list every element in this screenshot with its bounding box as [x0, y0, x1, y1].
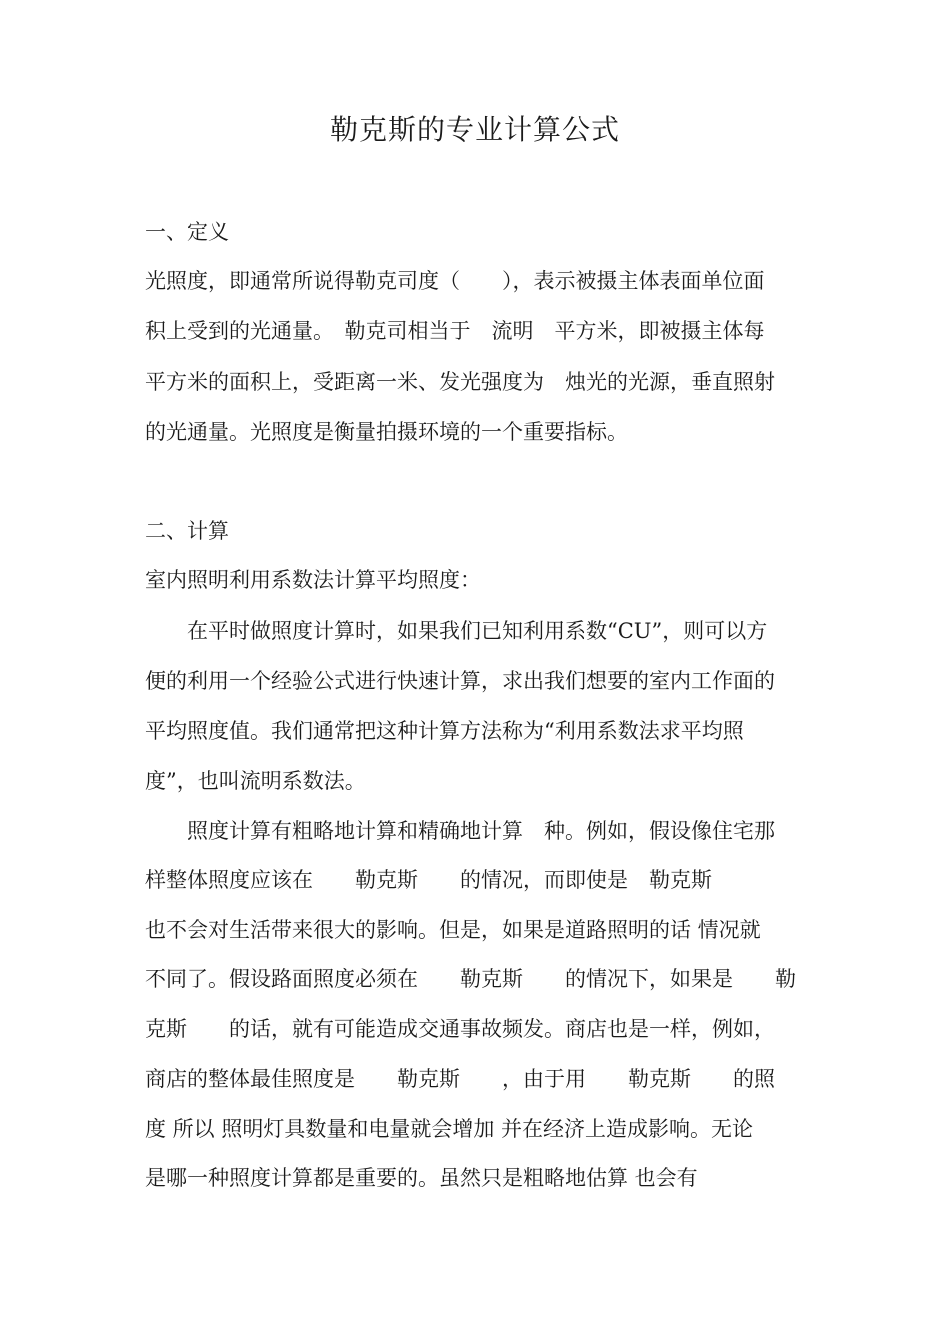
- paragraph-line: 便的利用一个经验公式进行快速计算，求出我们想要的室内工作面的: [145, 669, 775, 693]
- paragraph-line: 是哪一种照度计算都是重要的。虽然只是粗略地估算 也会有: [145, 1166, 698, 1190]
- paragraph-line: 度 所以 照明灯具数量和电量就会增加 并在经济上造成影响。无论: [145, 1117, 754, 1141]
- definition-line: 光照度，即通常所说得勒克司度（ ），表示被摄主体表面单位面: [145, 269, 765, 293]
- paragraph-line: 在平时做照度计算时，如果我们已知利用系数“CU”，则可以方: [145, 619, 768, 643]
- paragraph-line: 克斯 的话，就有可能造成交通事故频发。商店也是一样，例如，: [145, 1017, 775, 1041]
- paragraph-line: 不同了。假设路面照度必须在 勒克斯 的情况下，如果是 勒: [145, 967, 796, 991]
- paragraph-line: 平均照度值。我们通常把这种计算方法称为“利用系数法求平均照: [145, 719, 744, 743]
- paragraph-line: 也不会对生活带来很大的影响。但是，如果是道路照明的话 情况就: [145, 918, 761, 942]
- definition-line: 的光通量。光照度是衡量拍摄环境的一个重要指标。: [145, 420, 628, 444]
- paragraph-line: 商店的整体最佳照度是 勒克斯 ，由于用 勒克斯 的照: [145, 1067, 775, 1091]
- section-heading-calculation: 二、计算: [145, 519, 229, 543]
- definition-line: 积上受到的光通量。 勒克司相当于 流明 平方米，即被摄主体每: [145, 319, 765, 343]
- definition-line: 平方米的面积上，受距离一米、发光强度为 烛光的光源，垂直照射: [145, 370, 775, 394]
- paragraph-line: 度”，也叫流明系数法。: [145, 769, 366, 793]
- document-title: 勒克斯的专业计算公式: [329, 113, 620, 146]
- calculation-subheading: 室内照明利用系数法计算平均照度：: [145, 568, 481, 592]
- paragraph-line: 照度计算有粗略地计算和精确地计算 种。例如，假设像住宅那: [145, 819, 775, 843]
- section-heading-definition: 一、定义: [145, 220, 229, 244]
- paragraph-line: 样整体照度应该在 勒克斯 的情况，而即使是 勒克斯: [145, 868, 712, 892]
